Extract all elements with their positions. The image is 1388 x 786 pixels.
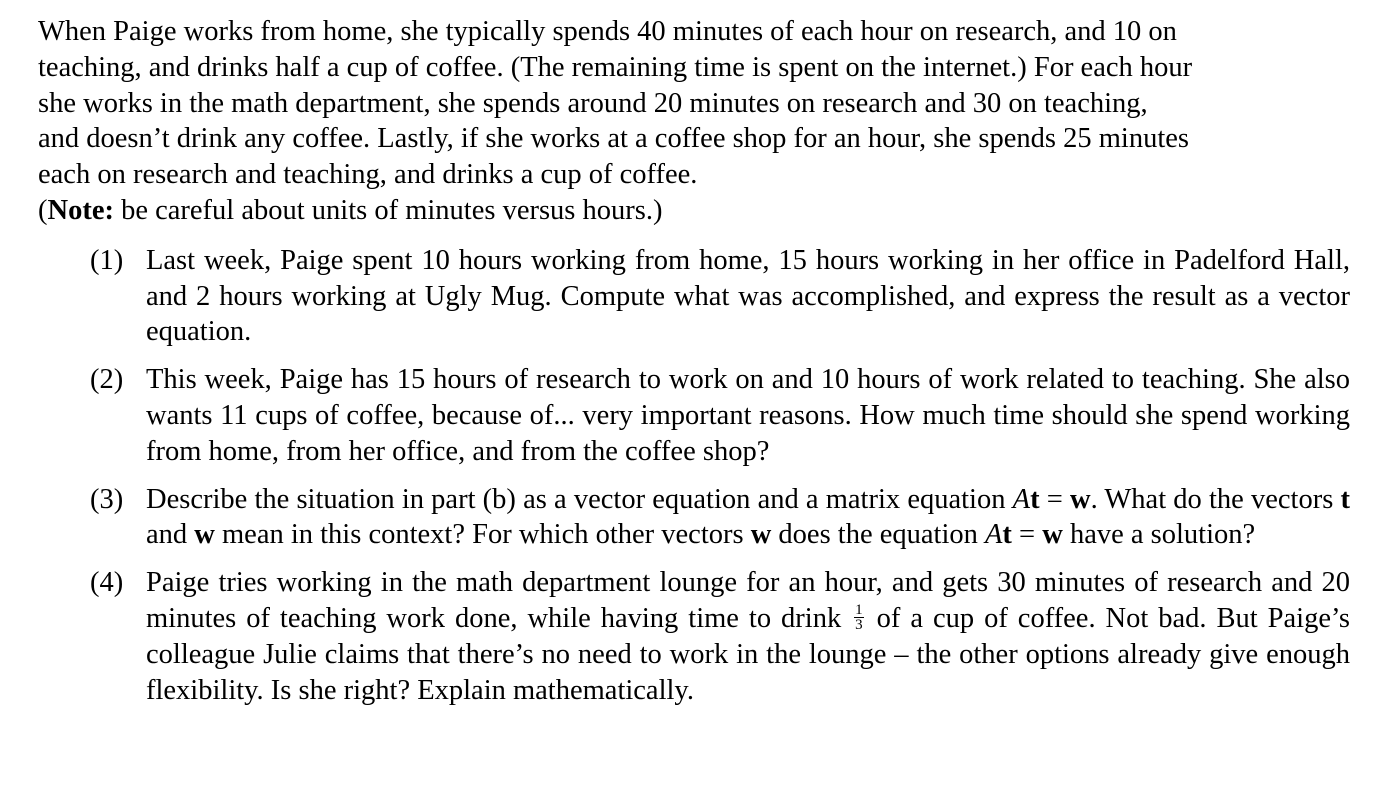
part-text-segment: does the equation [771, 519, 985, 551]
matrix-symbol: A [985, 519, 1003, 551]
part-text-segment: have a solution? [1062, 519, 1256, 551]
problem-intro [38, 14, 1350, 193]
intro-line: teaching, and drinks half a cup of coffee. (The remaining time is spent on the internet.) For each hour [38, 51, 1193, 83]
intro-line: she works in the math department, she spends around 20 minutes on research and 30 on teaching, [38, 87, 1148, 119]
vector-symbol: t [1030, 483, 1040, 515]
vector-symbol: t [1002, 519, 1012, 551]
part-number: (1) [90, 244, 124, 276]
one-third-fraction [854, 603, 864, 632]
intro-line: and doesn’t drink any coffee. Lastly, if she works at a coffee shop for an hour, she spends 25 minutes [38, 123, 1189, 155]
part-text-segment: and [146, 519, 195, 551]
matrix-symbol: A [1012, 483, 1031, 515]
vector-symbol: t [1340, 483, 1350, 515]
part-text-segment: Paige tries working in the math department lounge for an hour, and gets 30 minutes of research and 20 minutes of teaching work done, while having time to drink [146, 567, 1350, 634]
part-text-segment: mean in this context? For which other vectors [214, 519, 751, 551]
part-number: (3) [90, 483, 124, 515]
part-text-segment: of a cup of coffee. Not bad. But Paige’s colleague Julie claims that there’s no need to work in the lounge – the other options already give enough flexibility. Is she right? Explain mathematically. [146, 602, 1350, 706]
equals-sign: = [1011, 519, 1043, 551]
part-text: Last week, Paige spent 10 hours working from home, 15 hours working in her office in Padelford Hall, and 2 hours working at Ugly Mug. Compute what was accomplished, and express the result as a vector equation. [146, 244, 1350, 348]
intro-line: When Paige works from home, she typically spends 40 minutes of each hour on research, and 10 on [38, 16, 1177, 47]
vector-symbol: w [1070, 483, 1091, 515]
problem-parts [38, 243, 1350, 709]
part-number: (2) [90, 364, 124, 396]
note-label: Note: [47, 194, 114, 226]
problem-page [38, 14, 1350, 720]
note-text: be careful about units of minutes versus hours.) [113, 194, 663, 226]
units-note [38, 193, 1350, 229]
part-4 [38, 565, 1350, 708]
part-text-segment: . What do the vectors [1090, 483, 1341, 515]
equals-sign: = [1039, 483, 1071, 515]
part-3 [38, 482, 1350, 554]
part-text: This week, Paige has 15 hours of research to work on and 10 hours of work related to teaching. She also wants 11 cups of coffee, because of... very important reasons. How much time should she spend working from home, from her office, and from the coffee shop? [146, 364, 1350, 467]
part-2 [38, 362, 1350, 469]
note-open: ( [38, 194, 48, 226]
part-1 [38, 243, 1350, 350]
vector-symbol: w [194, 519, 215, 551]
vector-symbol: w [750, 519, 772, 551]
vector-symbol: w [1042, 519, 1063, 551]
part-number: (4) [90, 567, 124, 599]
fraction-denominator: 3 [855, 616, 863, 633]
fraction-numerator: 1 [855, 601, 863, 618]
part-text-segment: Describe the situation in part (b) as a vector equation and a matrix equation [146, 483, 1013, 515]
intro-line: each on research and teaching, and drinks a cup of coffee. [38, 159, 698, 191]
